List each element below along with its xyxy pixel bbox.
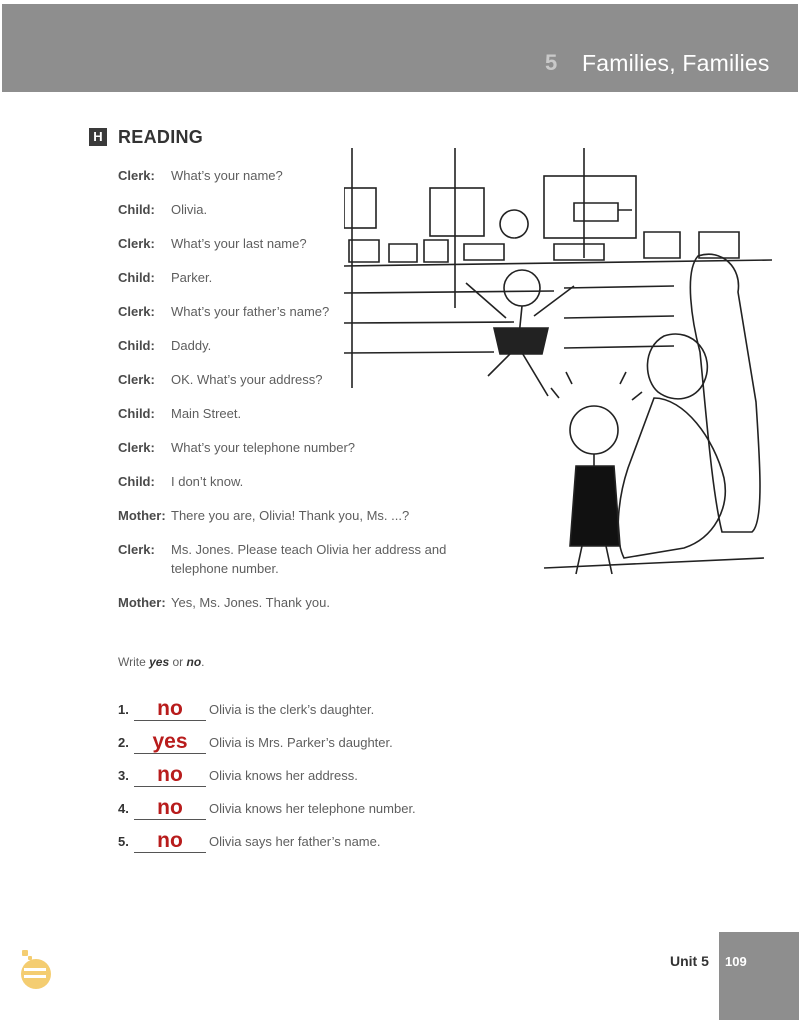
unit-number: 5 [545, 50, 558, 75]
speaker: Child: [118, 270, 155, 285]
speaker: Child: [118, 338, 155, 353]
exercise-number: 2. [118, 735, 129, 750]
speech: Yes, Ms. Jones. Thank you. [171, 595, 330, 610]
unit-title: Families, Families [582, 50, 770, 76]
answer-blank[interactable]: no [134, 764, 206, 787]
speaker: Child: [118, 406, 155, 421]
watermark-logo-icon [18, 948, 54, 992]
exercise-statement: Olivia knows her telephone number. [209, 801, 416, 816]
speaker: Clerk: [118, 168, 155, 183]
answer-blank[interactable]: yes [134, 731, 206, 754]
answer-blank[interactable]: no [134, 830, 206, 853]
store-scene-illustration [344, 148, 772, 586]
speaker: Clerk: [118, 372, 155, 387]
exercise-number: 5. [118, 834, 129, 849]
exercise-statement: Olivia is the clerk’s daughter. [209, 702, 375, 717]
speaker: Mother: [118, 595, 166, 610]
exercise-number: 4. [118, 801, 129, 816]
speech: Olivia. [171, 202, 208, 217]
speech: I don’t know. [171, 474, 244, 489]
speaker: Clerk: [118, 542, 155, 557]
speech: What’s your father’s name? [171, 304, 330, 319]
footer-page-tab [719, 932, 799, 1020]
header-band [2, 4, 798, 92]
speech: What’s your last name? [171, 236, 307, 251]
page-number: 109 [725, 954, 747, 969]
answer-blank[interactable]: no [134, 797, 206, 820]
instruction-word-yes: yes [149, 655, 170, 669]
exercise-statement: Olivia says her father’s name. [209, 834, 381, 849]
speech: Parker. [171, 270, 213, 285]
speaker: Clerk: [118, 440, 155, 455]
instruction-prefix: Write [118, 655, 150, 669]
exercise-list [118, 688, 518, 853]
instruction-suffix: . [201, 655, 205, 669]
exercise-item [118, 787, 518, 820]
speaker: Child: [118, 474, 155, 489]
dialogue-line [118, 593, 448, 627]
exercise-number: 3. [118, 768, 129, 783]
speech: What’s your name? [171, 168, 283, 183]
instruction-word-no: no [186, 655, 202, 669]
section-letter-badge: H [89, 128, 107, 146]
speaker: Clerk: [118, 236, 155, 251]
footer-unit-label: Unit 5 [670, 953, 709, 969]
exercise-statement: Olivia knows her address. [209, 768, 358, 783]
speech: OK. What’s your address? [171, 372, 323, 387]
exercise-number: 1. [118, 702, 129, 717]
exercise-item [118, 754, 518, 787]
instruction [118, 655, 205, 669]
exercise-item [118, 820, 518, 853]
speech: Daddy. [171, 338, 212, 353]
speech: Main Street. [171, 406, 242, 421]
speech: Ms. Jones. Please teach Olivia her address and telephone number. [171, 542, 447, 576]
speech: There you are, Olivia! Thank you, Ms. ...? [171, 508, 410, 523]
speaker: Mother: [118, 508, 166, 523]
speech: What’s your telephone number? [171, 440, 356, 455]
exercise-item [118, 721, 518, 754]
instruction-middle: or [169, 655, 187, 669]
speaker: Clerk: [118, 304, 155, 319]
speaker: Child: [118, 202, 155, 217]
section-title: READING [118, 127, 204, 147]
answer-blank[interactable]: no [134, 698, 206, 721]
exercise-item [118, 688, 518, 721]
exercise-statement: Olivia is Mrs. Parker’s daughter. [209, 735, 393, 750]
